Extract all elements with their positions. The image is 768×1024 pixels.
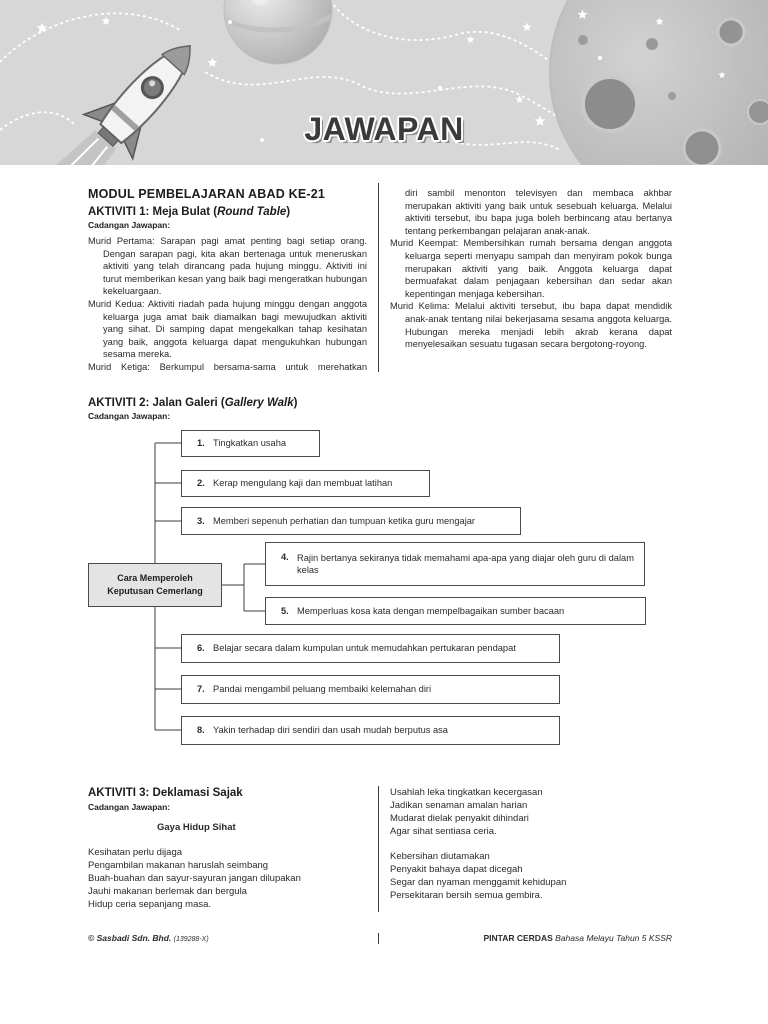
student-answer-text: Aktiviti riadah pada hujung minggu dengan anggota keluarga juga amat baik diamalkan bagi mewujudkan aktiviti yang sihat. Di samping dapat mengekalkan tahap kesihatan yang baik, anggota keluarga dapat mengukuhkan hubungan sesama mereka. bbox=[103, 298, 368, 360]
mind-map-item bbox=[181, 470, 430, 497]
page-title: JAWAPAN bbox=[304, 111, 464, 147]
student-answer-text: Melalui aktiviti tersebut, ibu bapa dapat mendidik anak-anak tentang nilai bekerjasama sesama anggota keluarga. Hubungan mereka menjadi lebih akrab kerana dapat menyelesaikan sesuatu tugasan secara bergotong-royong. bbox=[405, 301, 672, 350]
crater bbox=[668, 92, 676, 100]
poem-title: Gaya Hidup Sihat bbox=[157, 822, 236, 833]
student-answer-text: Sarapan pagi amat penting bagi setiap orang. Dengan sarapan pagi, kita akan bertenaga untuk meneruskan aktiviti yang telah dirancang pada hujung minggu. Aktiviti ini turut memberikan kesan yang baik bagi mengeratkan hubungan kekeluargaan. bbox=[103, 236, 367, 297]
item-number: 3. bbox=[197, 515, 205, 526]
company-reg-number: (139288-X) bbox=[173, 936, 209, 943]
student-label: Murid Kelima: bbox=[390, 301, 450, 312]
item-text: Memberi sepenuh perhatian dan tumpuan ketika guru mengajar bbox=[213, 515, 476, 526]
poem-line: Jadikan senaman amalan harian bbox=[390, 800, 528, 811]
footer-copyright bbox=[88, 933, 209, 945]
activity-1-heading-prefix: AKTIVITI 1: Meja Bulat ( bbox=[88, 206, 218, 218]
activity-1-right-column bbox=[390, 187, 672, 351]
mind-map-item bbox=[265, 542, 645, 586]
poem-line: Jauhi makanan berlemak dan bergula bbox=[88, 886, 247, 897]
poem-line: Hidup ceria sepanjang masa. bbox=[88, 899, 212, 910]
activity-1-left-column bbox=[88, 235, 367, 374]
student-answer bbox=[88, 298, 367, 361]
mind-map-item bbox=[181, 716, 560, 745]
student-answer-text: Berkumpul bersama-sama untuk merehatkan bbox=[159, 361, 367, 372]
item-number: 1. bbox=[197, 438, 205, 449]
footer-book-title bbox=[483, 933, 672, 943]
poem-line: Persekitaran bersih semua gembira. bbox=[390, 890, 543, 901]
item-number: 8. bbox=[197, 725, 205, 736]
item-number: 5. bbox=[281, 605, 289, 616]
mind-map-item bbox=[181, 507, 521, 535]
footer-divider bbox=[378, 933, 379, 944]
poem-stanza bbox=[390, 786, 672, 838]
sparkle-dot bbox=[228, 20, 232, 24]
book-series: PINTAR CERDAS bbox=[483, 933, 553, 943]
student-answer bbox=[88, 361, 367, 374]
student-answer-text: Membersihkan rumah bersama dengan anggota keluarga seperti menyapu sampah dan menyiram pokok bunga merupakan aktiviti yang baik. Anggota keluarga dapat bermuafakat dalam penjagaan kebersihan dan sedar akan kepentingan menjaga kebersihan. bbox=[405, 238, 672, 299]
student-answer bbox=[88, 235, 367, 298]
item-text: Pandai mengambil peluang membaiki kelemahan diri bbox=[213, 684, 432, 695]
poem-line: Kesihatan perlu dijaga bbox=[88, 847, 183, 858]
poem-stanza bbox=[390, 850, 672, 902]
copyright-text: © Sasbadi Sdn. Bhd. bbox=[88, 933, 172, 943]
crater bbox=[718, 19, 744, 45]
activity-2-heading-italic: Gallery Walk bbox=[224, 397, 294, 409]
item-text: Memperluas kosa kata dengan mempelbagaikan sumber bacaan bbox=[297, 605, 565, 616]
header-banner bbox=[0, 0, 768, 165]
activity-1-heading-italic: Round Table bbox=[217, 206, 287, 218]
module-title: MODUL PEMBELAJARAN ABAD KE-21 bbox=[88, 187, 326, 201]
item-text: Belajar secara dalam kumpulan untuk memudahkan pertukaran pendapat bbox=[213, 643, 516, 654]
poem-line: Agar sihat sentiasa ceria. bbox=[390, 826, 497, 837]
crater bbox=[646, 38, 658, 50]
student-label: Murid Pertama: bbox=[88, 236, 155, 246]
activity-1-heading bbox=[88, 205, 290, 219]
poem-line: Kebersihan diutamakan bbox=[390, 851, 490, 862]
item-text: Yakin terhadap diri sendiri dan usah mudah berputus asa bbox=[213, 725, 448, 736]
item-text: Tingkatkan usaha bbox=[213, 438, 287, 449]
activity-1-heading-suffix: ) bbox=[286, 206, 291, 218]
mind-map-center: Cara Memperoleh Keputusan Cemerlang bbox=[88, 563, 222, 607]
mind-map-item bbox=[265, 597, 646, 625]
sparkle-dot bbox=[598, 56, 602, 60]
crater bbox=[578, 35, 588, 45]
item-number: 2. bbox=[197, 478, 205, 489]
poem-right-column bbox=[390, 786, 672, 902]
student-label: Murid Keempat: bbox=[390, 238, 459, 249]
poem-line: Pengambilan makanan haruslah seimbang bbox=[88, 860, 269, 871]
student-answer bbox=[390, 237, 672, 300]
poem-line: Segar dan nyaman menggamit kehidupan bbox=[390, 877, 567, 888]
item-text: Rajin bertanya sekiranya tidak memahami apa-apa yang diajar oleh guru di dalam kelas bbox=[297, 552, 634, 575]
mind-map-item bbox=[181, 675, 560, 704]
activity-2-answer-label: Cadangan Jawapan: bbox=[88, 411, 171, 421]
student-answer bbox=[390, 300, 672, 350]
item-number: 7. bbox=[197, 684, 205, 695]
item-number: 6. bbox=[197, 643, 205, 654]
activity-3-answer-label: Cadangan Jawapan: bbox=[88, 802, 171, 812]
poem-line: Mudarat dielak penyakit dihindari bbox=[390, 813, 529, 824]
student-answer-continuation: diri sambil menonton televisyen dan membaca akhbar merupakan aktiviti yang baik untuk sesebuah keluarga. Melalui aktiviti tersebut, ibu bapa juga boleh berbincang atau bertanya tentang perkembangan pelajaran anak-anak. bbox=[405, 188, 672, 236]
mind-map-item bbox=[181, 634, 560, 663]
poem-left-stanza bbox=[88, 846, 368, 911]
activity-2-heading bbox=[88, 396, 297, 410]
activity-3-heading: AKTIVITI 3: Deklamasi Sajak bbox=[88, 787, 243, 799]
activity-1-answer-label: Cadangan Jawapan: bbox=[88, 220, 171, 230]
poem-line: Penyakit bahaya dapat dicegah bbox=[390, 864, 523, 875]
sparkle-dot bbox=[438, 86, 442, 90]
column-divider bbox=[378, 786, 379, 912]
student-label: Murid Ketiga: bbox=[88, 361, 150, 372]
column-divider bbox=[378, 183, 379, 372]
item-number: 4. bbox=[281, 552, 289, 562]
activity-2-heading-suffix: ) bbox=[293, 397, 298, 409]
activity-2-heading-prefix: AKTIVITI 2: Jalan Galeri ( bbox=[88, 397, 225, 409]
poem-line: Buah-buahan dan sayur-sayuran jangan dilupakan bbox=[88, 873, 301, 884]
item-text: Kerap mengulang kaji dan membuat latihan bbox=[213, 478, 393, 489]
poem-line: Usahlah leka tingkatkan kecergasan bbox=[390, 787, 543, 798]
mind-map-item bbox=[181, 430, 320, 457]
book-subject: Bahasa Melayu Tahun 5 KSSR bbox=[555, 933, 672, 943]
student-label: Murid Kedua: bbox=[88, 298, 145, 309]
